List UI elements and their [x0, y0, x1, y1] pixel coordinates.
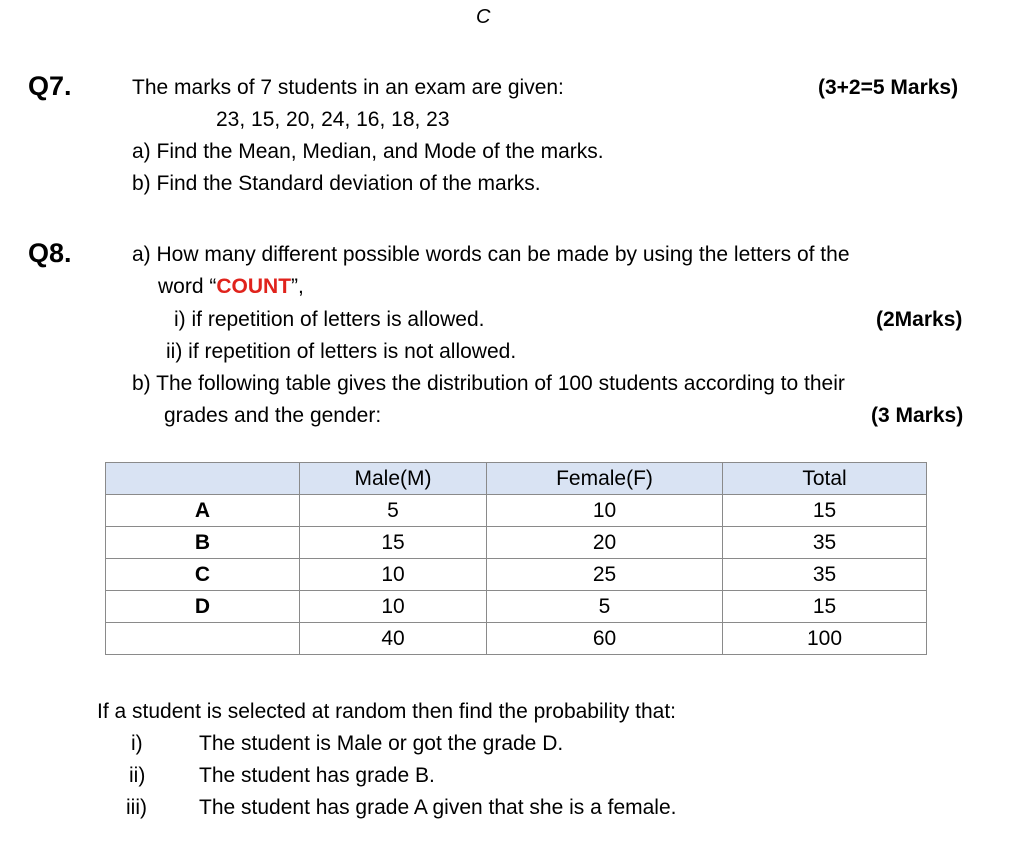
probability-item-text: The student is Male or got the grade D. [199, 732, 564, 755]
probability-item-number: ii) [129, 764, 146, 787]
table-row-label: B [106, 527, 300, 559]
table-cell: 100 [723, 623, 927, 655]
table-cell: 15 [300, 527, 487, 559]
table-row [106, 559, 927, 591]
table-row-label: C [106, 559, 300, 591]
question-7-data: 23, 15, 20, 24, 16, 18, 23 [216, 108, 450, 131]
table-header-cell: Male(M) [300, 463, 487, 495]
table-header-cell: Total [723, 463, 927, 495]
table-header-cell [106, 463, 300, 495]
table-row [106, 495, 927, 527]
table-cell: 10 [300, 591, 487, 623]
probability-item-number: i) [131, 732, 143, 755]
question-8-sub-i: i) if repetition of letters is allowed. [174, 308, 485, 331]
table-cell: 20 [487, 527, 723, 559]
question-7-intro: The marks of 7 students in an exam are given: [132, 76, 564, 99]
table-cell: 35 [723, 559, 927, 591]
table-cell: 15 [723, 495, 927, 527]
table-row [106, 591, 927, 623]
probability-item-number: iii) [126, 796, 147, 819]
table-cell: 25 [487, 559, 723, 591]
word-prefix: word “ [158, 275, 217, 298]
table-cell: 15 [723, 591, 927, 623]
table-row-label: D [106, 591, 300, 623]
word-suffix: ”, [291, 275, 304, 298]
table-cell: 5 [487, 591, 723, 623]
probability-intro: If a student is selected at random then find the probability that: [97, 700, 677, 723]
question-7-part-a: a) Find the Mean, Median, and Mode of the marks. [132, 140, 604, 163]
table-cell: 40 [300, 623, 487, 655]
table-header-cell: Female(F) [487, 463, 723, 495]
header-letter: C [476, 6, 491, 28]
table-header-row [106, 463, 927, 495]
question-7-number: Q7. [28, 71, 72, 101]
table-cell: 60 [487, 623, 723, 655]
question-8-sub-i-marks: (2Marks) [876, 308, 963, 331]
question-8-sub-ii: ii) if repetition of letters is not allowed. [166, 340, 517, 363]
highlighted-word: COUNT [216, 275, 292, 298]
table-row-label [106, 623, 300, 655]
table-cell: 5 [300, 495, 487, 527]
question-8-number: Q8. [28, 238, 72, 268]
table-row-label: A [106, 495, 300, 527]
question-7-marks: (3+2=5 Marks) [818, 76, 959, 99]
table-row [106, 527, 927, 559]
table-cell: 10 [300, 559, 487, 591]
question-8-part-b-line2: grades and the gender: [164, 404, 382, 427]
question-8-part-a-line2 [158, 274, 304, 300]
grade-gender-table [105, 462, 927, 655]
probability-item-text: The student has grade B. [199, 764, 435, 787]
question-8-part-b-line1: b) The following table gives the distribution of 100 students according to their [132, 372, 845, 395]
table-total-row [106, 623, 927, 655]
question-8-part-a-line1: a) How many different possible words can be made by using the letters of the [132, 243, 850, 266]
table-cell: 35 [723, 527, 927, 559]
question-7-part-b: b) Find the Standard deviation of the marks. [132, 172, 541, 195]
table-cell: 10 [487, 495, 723, 527]
probability-item-text: The student has grade A given that she is a female. [199, 796, 677, 819]
question-8-part-b-marks: (3 Marks) [871, 404, 964, 427]
